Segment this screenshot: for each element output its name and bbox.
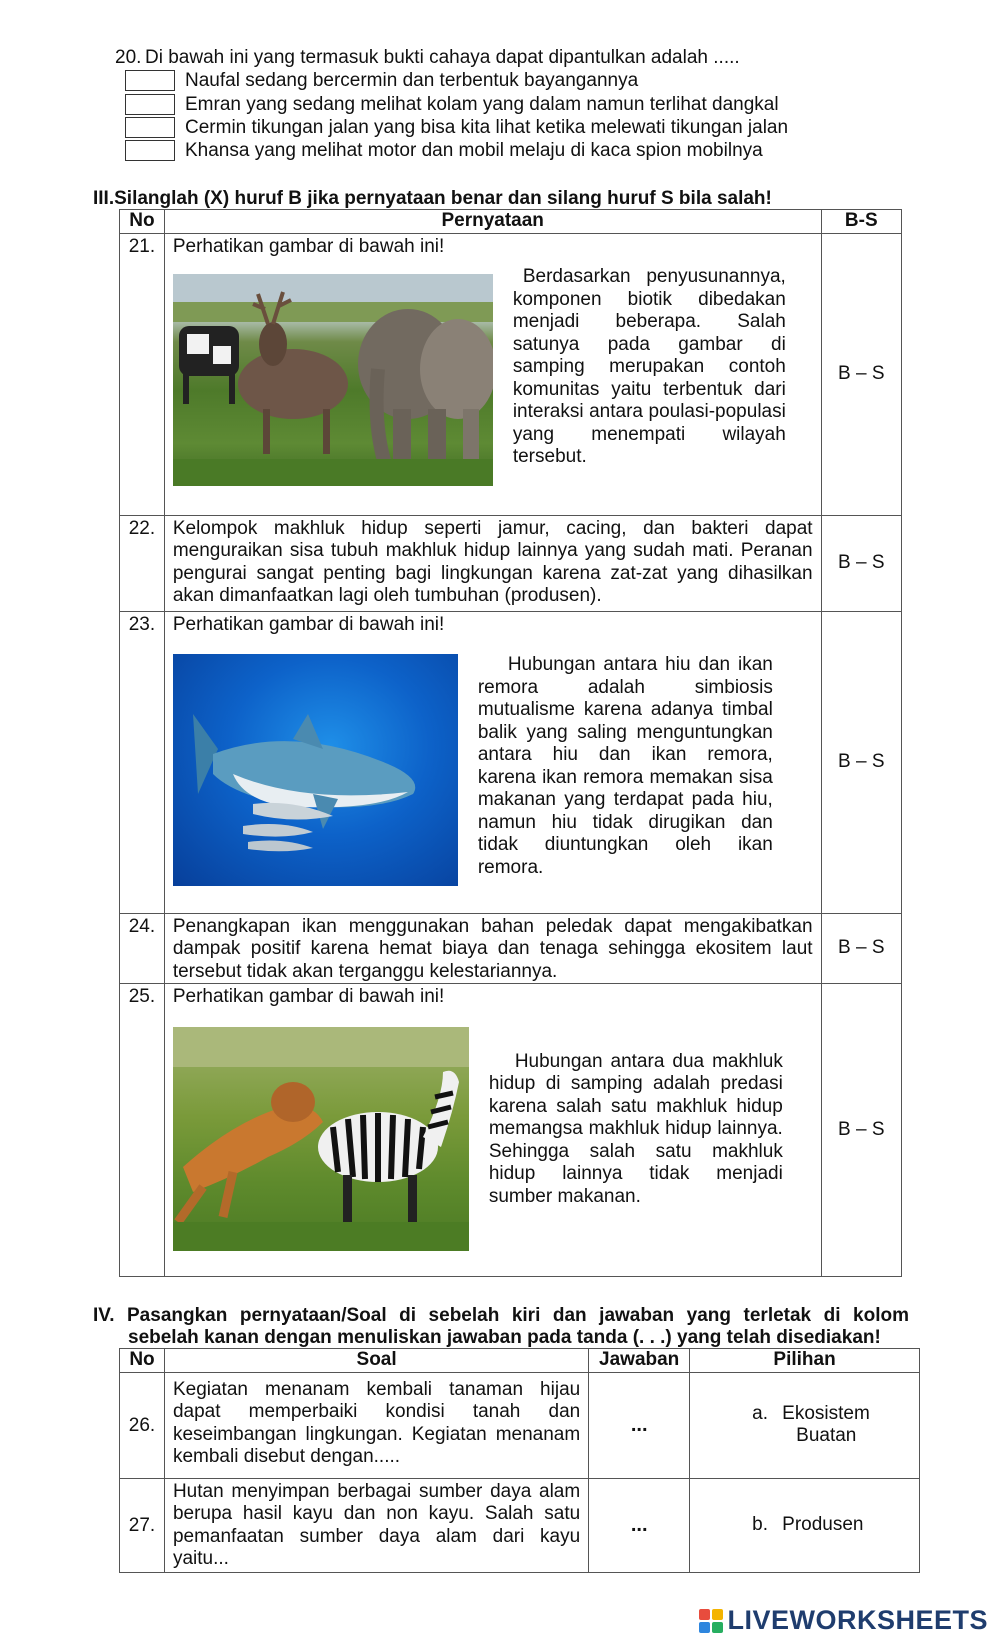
statement-text: Berdasarkan penyusunannya, komponen biotik dibedakan menjadi beberapa. Salah satunya pada gambar di samping merupakan contoh komunitas yaitu terbentuk dari interaksi antara poulasi-populasi yang menempati wilayah tersebut. [512, 266, 786, 467]
header-choice: Pilihan [690, 1349, 920, 1373]
header-statement: Pernyataan [164, 210, 821, 234]
section-4-title-line1: IV. Pasangkan pernyataan/Soal di sebelah kiri dan jawaban yang terletak di kolom [93, 1305, 909, 1326]
statement-intro: Perhatikan gambar di bawah ini! [172, 613, 445, 635]
option-row [125, 93, 779, 116]
matching-table [119, 1348, 920, 1573]
statement-text: Hubungan antara dua makhluk hidup di samping adalah predasi karena salah satu makhluk hidup memangsa makhluk hidup lainnya. Sehingga salah satu makhluk hidup lainnya tidak menjadi sumber makanan. [488, 1050, 783, 1207]
header-no: No [120, 1349, 165, 1373]
table-row [120, 984, 902, 1277]
question-20 [115, 46, 740, 70]
liveworksheets-logo [699, 1605, 988, 1636]
option-row [125, 69, 638, 92]
answer-bs[interactable]: B – S [821, 611, 901, 913]
section-3-title: III.Silanglah (X) huruf B jika pernyataan benar dan silang huruf S bila salah! [93, 188, 772, 209]
row-number: 21. [120, 233, 165, 515]
statement-text: Penangkapan ikan menggunakan bahan peledak dapat mengakibatkan dampak positif karena hemat biaya dan tenaga sehingga ekositem laut tersebut tidak akan terganggu kelestariannya. [164, 913, 821, 984]
answer-bs[interactable]: B – S [821, 515, 901, 611]
row-number: 23. [120, 611, 165, 913]
picture-row [173, 1017, 813, 1251]
answer-bs[interactable]: B – S [821, 913, 901, 984]
choice-text-line2: Buatan [796, 1425, 857, 1446]
animal-community-image [173, 274, 493, 486]
table-row [120, 515, 902, 611]
question-text: Hutan menyimpan berbagai sumber daya alam berupa hasil kayu dan non kayu. Salah satu pemanfaatan sumber daya alam dari kayu yaitu... [164, 1478, 588, 1572]
header-bs: B-S [821, 210, 901, 234]
question-text: Kegiatan menanam kembali tanaman hijau dapat memperbaiki kondisi tanah dan keseimbangan lingkungan. Kegiatan menanam kembali disebut dengan..... [164, 1372, 588, 1478]
option-label: Naufal sedang bercermin dan terbentuk bayangannya [185, 69, 639, 91]
table-row [120, 1478, 920, 1572]
answer-checkbox[interactable] [125, 70, 175, 91]
option-row [125, 139, 763, 162]
logo-icon [699, 1609, 723, 1633]
header-question: Soal [164, 1349, 588, 1373]
row-number: 24. [120, 913, 165, 984]
statement-intro: Perhatikan gambar di bawah ini! [172, 235, 445, 257]
option-label: Cermin tikungan jalan yang bisa kita lihat ketika melewati tikungan jalan [185, 116, 789, 138]
answer-checkbox[interactable] [125, 117, 175, 138]
choice-b [690, 1478, 920, 1572]
row-number: 25. [120, 984, 165, 1277]
option-label: Emran yang sedang melihat kolam yang dalam namun terlihat dangkal [185, 93, 779, 115]
statement-intro: Perhatikan gambar di bawah ini! [172, 986, 445, 1007]
table-row [120, 913, 902, 984]
row-number: 22. [120, 515, 165, 611]
answer-checkbox[interactable] [125, 94, 175, 115]
statement-text: Kelompok makhluk hidup seperti jamur, cacing, dan bakteri dapat menguraikan sisa tubuh makhluk hidup lainnya yang sudah mati. Peranan pengurai sangat penting bagi lingkungan karena zat-zat yang dihasilkan akan dimanfaatkan lagi oleh tumbuhan (produsen). [164, 515, 821, 611]
answer-checkbox[interactable] [125, 140, 175, 161]
table-row [120, 611, 902, 913]
logo-text: LIVEWORKSHEETS [727, 1605, 988, 1635]
picture-row [173, 644, 813, 886]
row-number: 27. [120, 1478, 165, 1572]
statement-cell [164, 984, 821, 1277]
table-row [120, 1372, 920, 1478]
option-label: Khansa yang melihat motor dan mobil melaju di kaca spion mobilnya [185, 139, 763, 161]
statement-cell [164, 611, 821, 913]
section-4-title-line2: sebelah kanan dengan menuliskan jawaban pada tanda (. . .) yang telah disediakan! [128, 1327, 881, 1348]
choice-a [690, 1372, 920, 1478]
statement-cell [164, 233, 821, 515]
header-no: No [120, 210, 165, 234]
question-number: 20. [115, 47, 142, 68]
row-number: 26. [120, 1372, 165, 1478]
answer-bs[interactable]: B – S [821, 984, 901, 1277]
picture-row [173, 266, 813, 486]
choice-text: Produsen [782, 1513, 864, 1535]
header-answer: Jawaban [589, 1349, 690, 1373]
option-row [125, 116, 788, 139]
choice-letter: b. [752, 1513, 768, 1535]
answer-blank[interactable]: ... [589, 1478, 690, 1572]
table-row [120, 233, 902, 515]
choice-letter: a. [752, 1402, 768, 1424]
shark-remora-image [173, 654, 458, 886]
answer-bs[interactable]: B – S [821, 233, 901, 515]
lion-zebra-image [173, 1027, 469, 1251]
answer-blank[interactable]: ... [589, 1372, 690, 1478]
question-text: Di bawah ini yang termasuk bukti cahaya dapat dipantulkan adalah ..... [145, 47, 740, 68]
statement-text: Hubungan antara hiu dan ikan remora adalah simbiosis mutualisme karena adanya timbal balik yang saling menguntungkan antara hiu dan ikan remora, karena ikan remora memakan sisa makanan yang terdapat pada hiu, namun hiu tidak dirugikan dan tidak diuntungkan oleh ikan remora. [477, 654, 773, 878]
true-false-table [119, 209, 902, 1277]
choice-text: Ekosistem [782, 1402, 870, 1424]
